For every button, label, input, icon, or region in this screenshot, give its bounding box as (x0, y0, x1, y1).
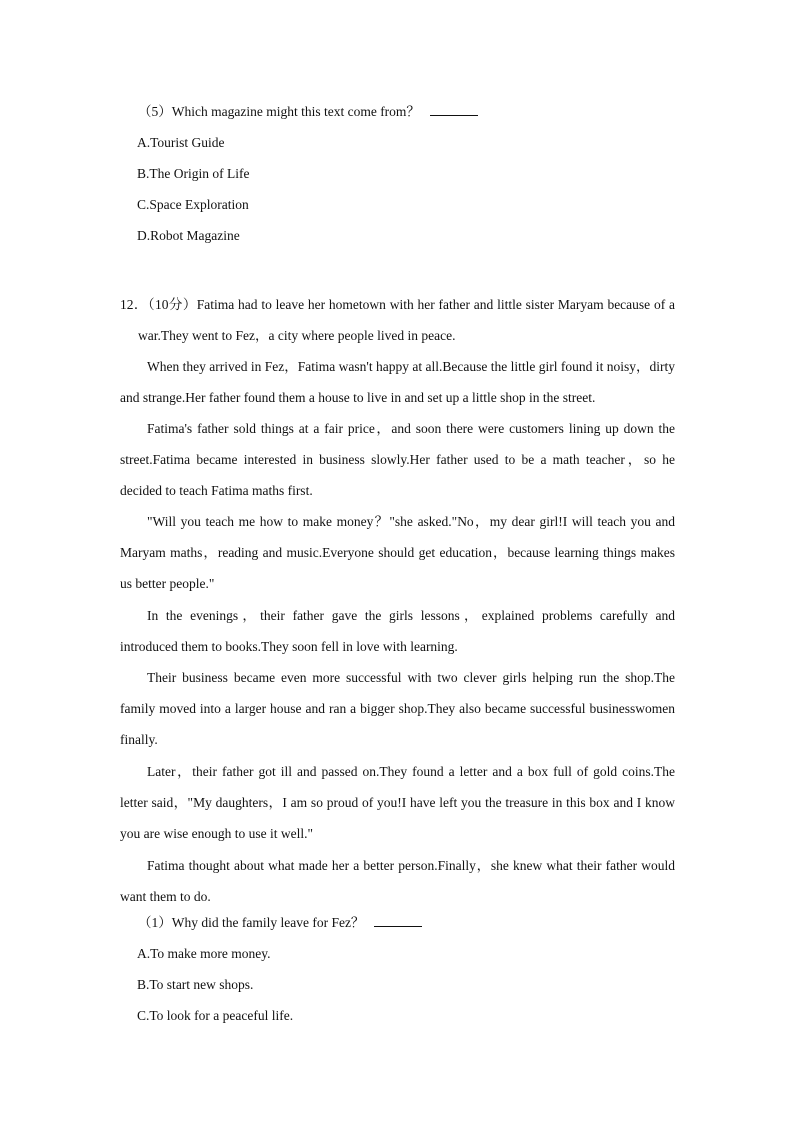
passage-paragraph: In the evenings，their father gave the girls lessons，explained problems carefully and introduced them to books.They soon fell in love with learning. (120, 608, 675, 654)
passage-paragraph: Later，their father got ill and passed on.They found a letter and a box full of gold coins.The letter said，"My daughters，I am so proud of you!I have left you the treasure in this box and I know you are wise enough to use it well." (120, 764, 675, 841)
option-a: A.To make more money. (137, 946, 271, 961)
passage-paragraph: "Will you teach me how to make money？"she asked."No，my dear girl!I will teach you and Maryam maths，reading and music.Everyone should get education，because learning things makes us better people." (120, 514, 675, 591)
option-d: D.Robot Magazine (137, 228, 240, 243)
answer-blank[interactable] (374, 914, 422, 927)
option-a: A.Tourist Guide (137, 135, 225, 150)
option-b: B.The Origin of Life (137, 166, 250, 181)
passage-paragraph: Their business became even more successful with two clever girls helping run the shop.The family moved into a larger house and ran a bigger shop.They also became successful businesswomen finally. (120, 670, 675, 747)
passage-paragraph: Fatima thought about what made her a better person.Finally，she knew what their father would want them to do. (120, 858, 675, 904)
passage-paragraph: Fatima's father sold things at a fair price，and soon there were customers lining up down the street.Fatima became interested in business slowly.Her father used to be a math teacher，so he decided to teach Fatima maths first. (120, 421, 675, 498)
question-5-text: （5）Which magazine might this text come from？ (138, 104, 420, 119)
question-12-header: 12．（10分）Fatima had to leave her hometown with her father and little sister Maryam because of a war.They went to Fez，a city where people lived in peace. (120, 297, 675, 343)
answer-blank[interactable] (430, 103, 478, 116)
passage-paragraph: When they arrived in Fez，Fatima wasn't happy at all.Because the little girl found it noisy，dirty and strange.Her father found them a house to live in and set up a little shop in the street. (120, 359, 675, 405)
question-12-1-text: （1）Why did the family leave for Fez？ (138, 915, 365, 930)
question-5-stem (138, 102, 478, 122)
option-c: C.To look for a peaceful life. (137, 1008, 294, 1023)
option-b: B.To start new shops. (137, 977, 254, 992)
option-c: C.Space Exploration (137, 197, 249, 212)
question-12-1-stem (138, 913, 422, 933)
